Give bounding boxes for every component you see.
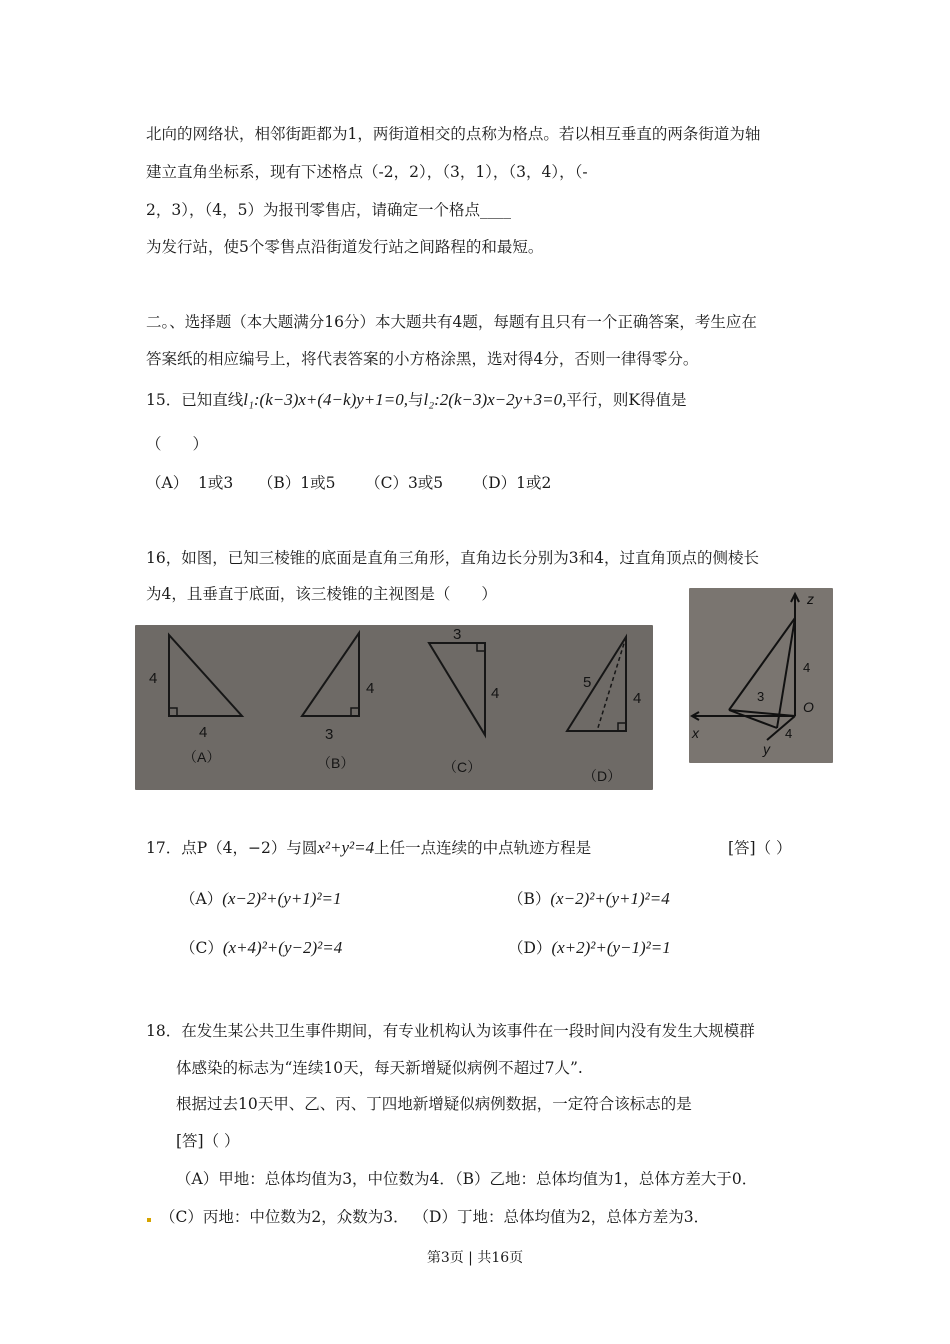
q17-suffix: 上任一点连续的中点轨迹方程是 xyxy=(374,839,592,857)
fig-a-option-label: （A） xyxy=(183,749,221,765)
q15-suffix: 平行，则K得值是 xyxy=(566,391,687,409)
q15-options: （A） 1或3 （B）1或5 （C）3或5 （D）1或2 xyxy=(146,474,552,492)
q18-options-ab: （A）甲地：总体均值为3，中位数为4．（B）乙地：总体均值为1，总体方差大于0． xyxy=(176,1170,758,1188)
fig-c-option-label: （C） xyxy=(443,759,482,775)
fig-c-triangle xyxy=(429,643,485,735)
fig-a-base-label: 4 xyxy=(199,724,208,741)
q17-option-c-label: （C） xyxy=(180,939,223,957)
q14-line-3: 2，3），（4，5）为报刊零售店，请确定一个格点____ xyxy=(146,201,511,219)
origin-label: O xyxy=(803,699,814,715)
q17-option-a-equation: (x−2)²+(y+1)²=1 xyxy=(222,889,342,908)
q17-prefix: 17．点P（4，−2）与圆 xyxy=(146,839,318,857)
q18-options-cd: （C）丙地：中位数为2，众数为3． （D）丁地：总体均值为2，总体方差为3． xyxy=(160,1208,710,1226)
fig-a-side-label: 4 xyxy=(149,670,158,687)
z-axis-label: z xyxy=(807,591,814,607)
page-footer: 第3页 | 共16页 xyxy=(426,1250,524,1266)
y-axis-label: y xyxy=(763,741,770,757)
q17-stem xyxy=(146,838,591,858)
q16-line-1: 16，如图，已知三棱锥的底面是直角三角形，直角边长分别为3和4，过直角顶点的侧棱长 xyxy=(146,549,759,567)
q18-line-1: 18．在发生某公共卫生事件期间，有专业机构认为该事件在一段时间内没有发生大规模群 xyxy=(146,1022,755,1040)
fig-d-triangle xyxy=(567,637,626,731)
q18-answer-bracket: [答]（ ） xyxy=(176,1132,240,1150)
q17-option-a-label: （A） xyxy=(180,890,223,908)
pyramid-edge-2 xyxy=(777,618,795,728)
q15-prefix: 15．已知直线 xyxy=(146,391,244,409)
pyramid-3d-figure xyxy=(689,588,833,763)
q17-option-a xyxy=(180,889,342,909)
x-axis-label: x xyxy=(692,725,699,741)
fig-b-base-label: 3 xyxy=(325,726,334,743)
section2-line-2: 答案纸的相应编号上，将代表答案的小方格涂黑，选对得4分，否则一律得零分。 xyxy=(146,350,699,368)
fig-c-top-label: 3 xyxy=(453,626,462,643)
q17-option-d xyxy=(508,938,671,958)
q17-option-c xyxy=(180,938,342,958)
fig-c-side-label: 4 xyxy=(491,685,500,702)
q15-stem xyxy=(146,390,686,410)
section2-line-1: 二。、选择题（本大题满分16分）本大题共有4题，每题有且只有一个正确答案，考生应在 xyxy=(146,313,757,331)
q18-line-3: 根据过去10天甲、乙、丙、丁四地新增疑似病例数据，一定符合该标志的是 xyxy=(176,1095,692,1113)
q15-answer-blank: （ ） xyxy=(146,435,209,453)
fig-d-side-label: 4 xyxy=(633,690,642,707)
q15-line1-equation: l₁:(k−3)x+(4−k)y+1=0, xyxy=(243,390,408,409)
q18-line-2: 体感染的标志为“连续10天，每天新增疑似病例不超过7人”. xyxy=(176,1059,583,1077)
fig-d-option-label: （D） xyxy=(583,768,622,784)
pyramid-leg-b-label: 4 xyxy=(785,726,793,741)
decorative-dot xyxy=(147,1218,151,1222)
q17-option-c-equation: (x+4)²+(y−2)²=4 xyxy=(222,938,343,957)
q14-line-4: 为发行站，使5个零售点沿街道发行站之间路程的和最短。 xyxy=(146,238,544,256)
fig-d-hyp-label: 5 xyxy=(583,674,592,691)
fig-a-triangle xyxy=(169,635,242,716)
fig-b-side-label: 4 xyxy=(366,680,375,697)
q17-option-b-equation: (x−2)²+(y+1)²=4 xyxy=(550,889,670,908)
q17-option-b xyxy=(508,889,670,909)
q14-line-1: 北向的网络状，相邻街距都为1，两街道相交的点称为格点。若以相互垂直的两条街道为轴 xyxy=(146,125,761,143)
pyramid-leg-a-label: 3 xyxy=(757,689,765,704)
pyramid-height-label: 4 xyxy=(803,660,811,675)
q16-options-figure xyxy=(135,625,653,790)
q17-option-d-label: （D） xyxy=(508,939,552,957)
q17-answer-bracket: [答]（ ） xyxy=(728,839,792,857)
q16-line-2: 为4，且垂直于底面，该三棱锥的主视图是（ ） xyxy=(146,585,497,603)
q14-line-2: 建立直角坐标系，现有下述格点（-2，2），（3，1），（3，4），（- xyxy=(146,163,588,181)
fig-b-option-label: （B） xyxy=(317,755,355,771)
fig-b-triangle xyxy=(302,633,359,716)
q15-mid: 与 xyxy=(407,391,424,409)
q17-option-b-label: （B） xyxy=(508,890,551,908)
q17-circle-equation: x²+y²=4 xyxy=(317,838,375,857)
q17-option-d-equation: (x+2)²+(y−1)²=1 xyxy=(551,938,671,957)
q15-line2-equation: l₂:2(k−3)x−2y+3=0, xyxy=(423,390,567,409)
